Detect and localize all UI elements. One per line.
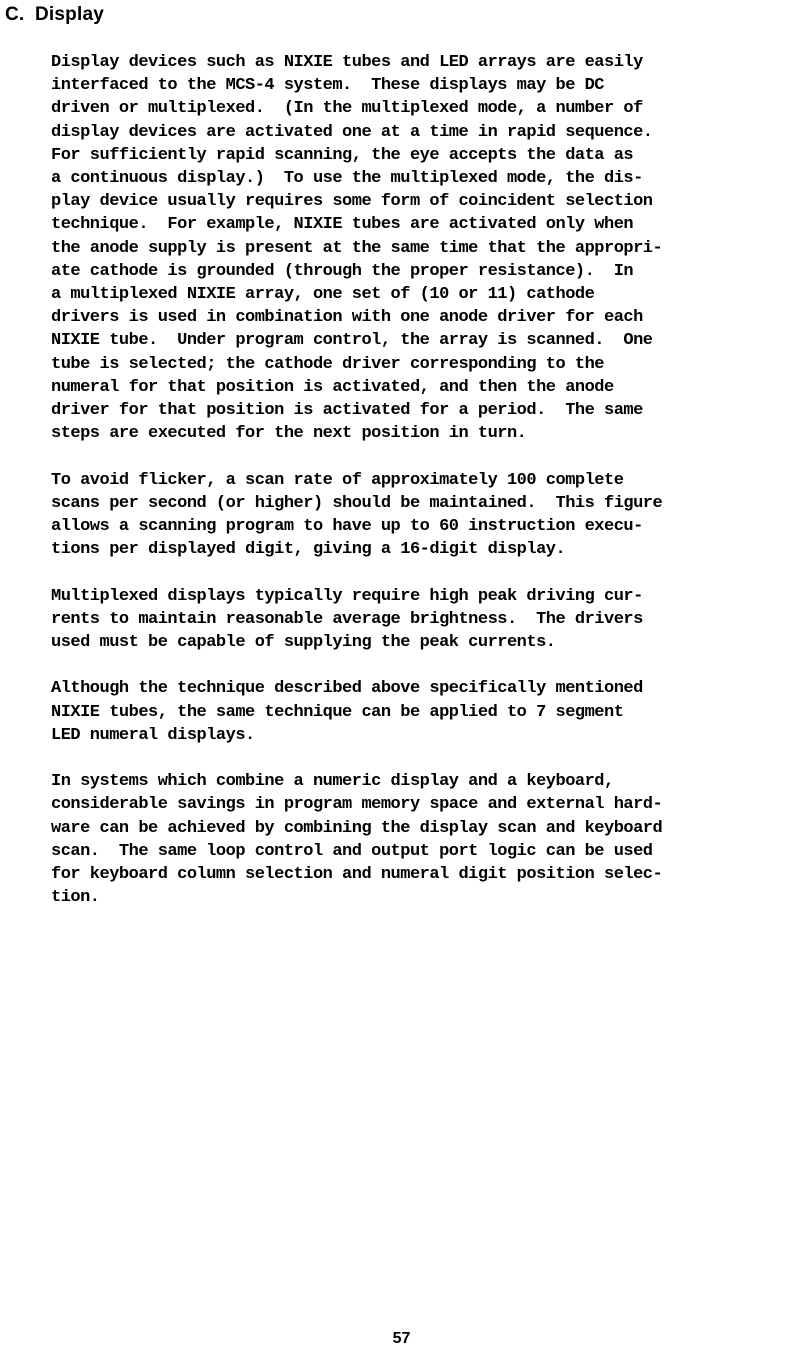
text-line: numeral for that position is activated, and then the anode [51,377,614,397]
section-title: Display [35,4,104,25]
paragraph [51,585,803,655]
text-line: considerable savings in program memory space and external hard- [51,795,663,815]
text-line: a continuous display.) To use the multiplexed mode, the dis- [51,169,643,189]
text-line: driver for that position is activated for a period. The same [51,401,643,421]
text-line: For sufficiently rapid scanning, the eye accepts the data as [51,145,634,165]
paragraph [51,51,803,445]
text-line: interfaced to the MCS-4 system. These displays may be DC [51,76,604,96]
body-text [51,51,803,933]
text-line: tions per displayed digit, giving a 16-digit display. [51,540,566,560]
text-line: tube is selected; the cathode driver corresponding to the [51,354,604,374]
text-line: a multiplexed NIXIE array, one set of (10 or 11) cathode [51,285,595,305]
text-line: Although the technique described above specifically mentioned [51,679,643,699]
text-line: driven or multiplexed. (In the multiplexed mode, a number of [51,99,643,119]
text-line: ate cathode is grounded (through the proper resistance). In [51,261,634,281]
text-line: Multiplexed displays typically require high peak driving cur- [51,586,643,606]
paragraph [51,677,803,747]
section-heading [5,4,104,26]
text-line: allows a scanning program to have up to 60 instruction execu- [51,517,643,537]
text-line: scans per second (or higher) should be maintained. This figure [51,493,663,513]
section-letter: C. [5,4,25,25]
text-line: NIXIE tube. Under program control, the array is scanned. One [51,331,653,351]
text-line: NIXIE tubes, the same technique can be applied to 7 segment [51,702,624,722]
text-line: In systems which combine a numeric display and a keyboard, [51,772,614,792]
text-line: display devices are activated one at a time in rapid sequence. [51,122,653,142]
text-line: Display devices such as NIXIE tubes and LED arrays are easily [51,53,643,72]
text-line: tion. [51,888,100,908]
text-line: technique. For example, NIXIE tubes are activated only when [51,215,634,235]
text-line: To avoid flicker, a scan rate of approximately 100 complete [51,470,624,490]
paragraph [51,469,803,562]
page-number: 57 [392,1330,411,1347]
text-line: play device usually requires some form of coincident selection [51,192,653,212]
text-line: for keyboard column selection and numeral digit position selec- [51,865,663,885]
text-line: rents to maintain reasonable average brightness. The drivers [51,609,643,629]
text-line: drivers is used in combination with one anode driver for each [51,308,643,328]
text-line: ware can be achieved by combining the display scan and keyboard [51,818,663,838]
text-line: used must be capable of supplying the peak currents. [51,633,556,653]
text-line: the anode supply is present at the same time that the appropri- [51,238,663,258]
text-line: steps are executed for the next position in turn. [51,424,527,444]
paragraph [51,770,803,909]
text-line: LED numeral displays. [51,725,255,745]
text-line: scan. The same loop control and output port logic can be used [51,841,653,861]
